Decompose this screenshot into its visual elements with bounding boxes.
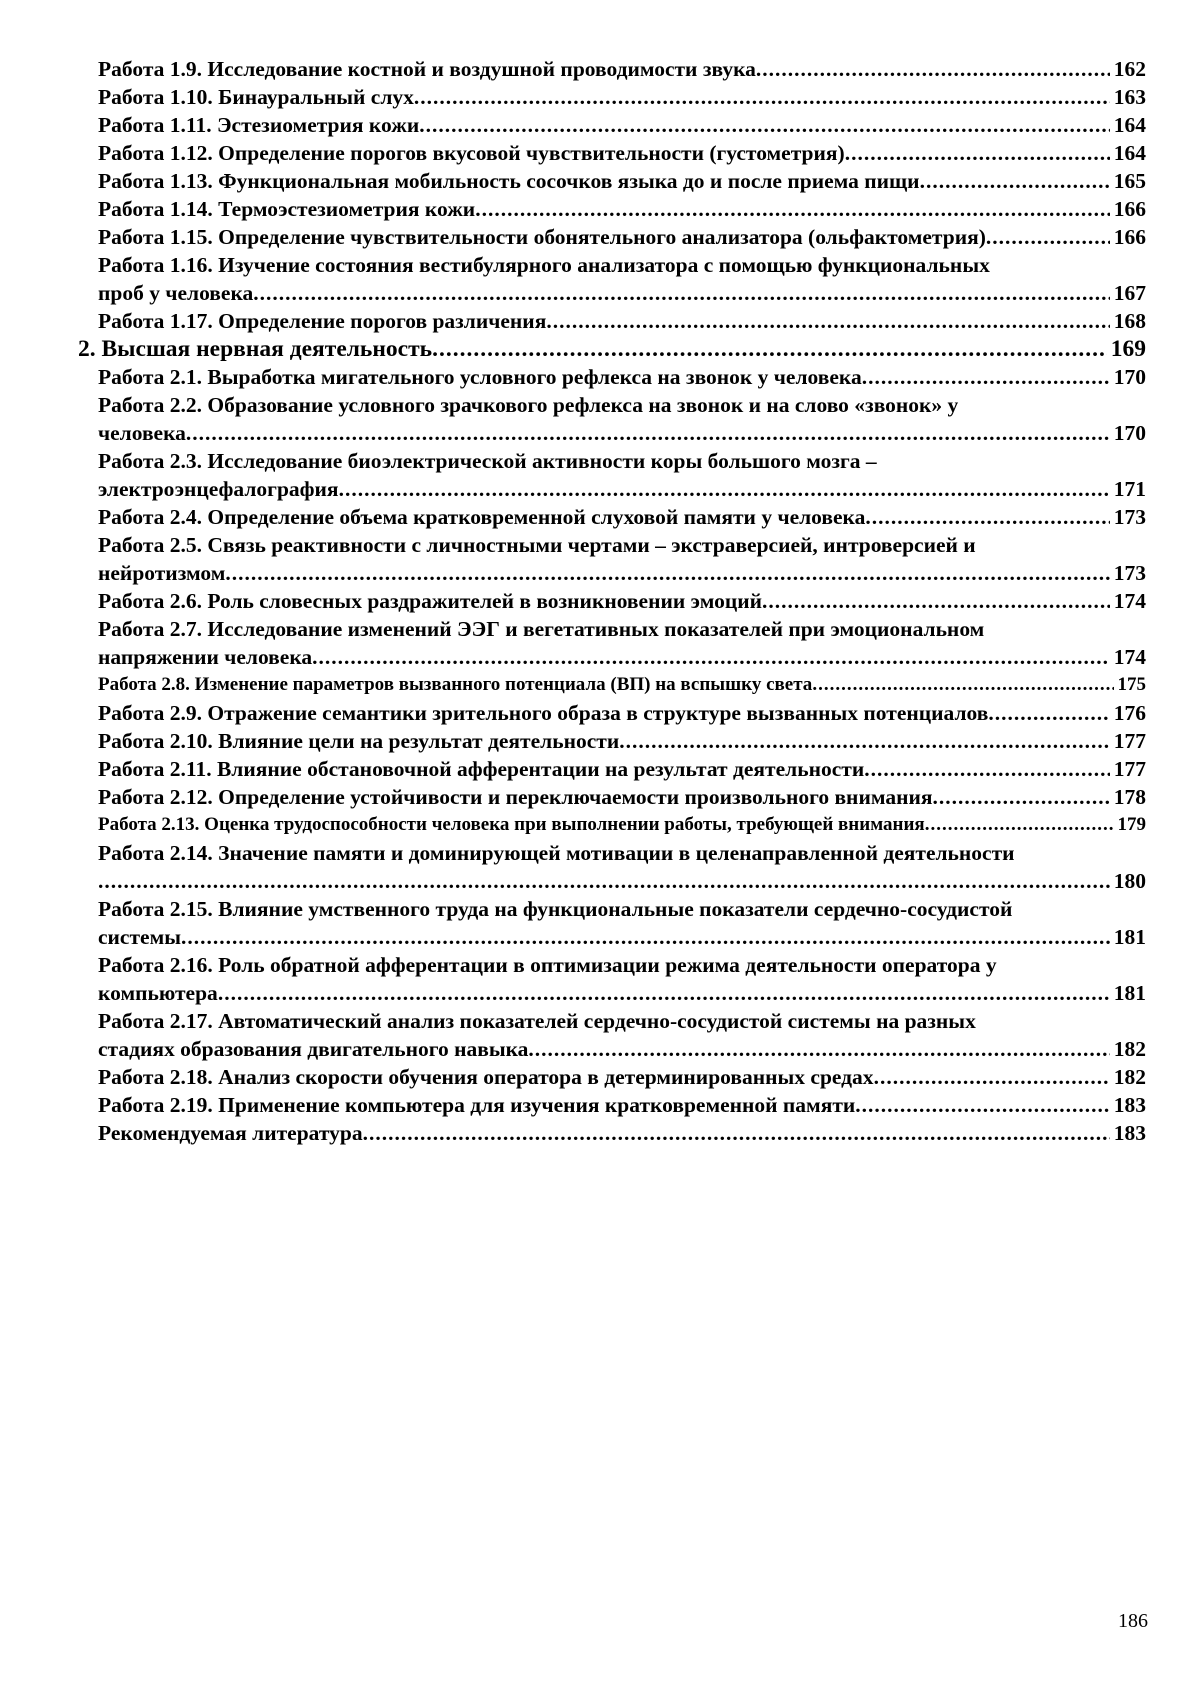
toc-entry-title: 2. Высшая нервная деятельность — [78, 336, 433, 362]
toc-entry-title: Работа 2.7. Исследование изменений ЭЭГ и вегетативных показателей при эмоциональном — [98, 617, 985, 641]
dot-leader — [225, 559, 1109, 587]
toc-entry[interactable] — [78, 1091, 1146, 1119]
toc-entry[interactable] — [78, 307, 1146, 335]
dot-leader — [986, 223, 1110, 251]
toc-entry-title: Работа 2.16. Роль обратной афферентации в оптимизации режима деятельности оператора у — [98, 953, 997, 977]
toc-entry[interactable] — [78, 223, 1146, 251]
toc-page-number: 162 — [1113, 57, 1146, 81]
dot-leader — [419, 111, 1110, 139]
toc-entry[interactable] — [78, 447, 1146, 503]
toc-page-number: 177 — [1113, 757, 1146, 781]
dot-leader — [218, 979, 1110, 1007]
dot-leader — [812, 671, 1113, 699]
toc-page-number: 171 — [1113, 477, 1146, 501]
toc-page-number: 174 — [1113, 589, 1146, 613]
toc-entry[interactable] — [78, 251, 1146, 307]
toc-entry-title: Работа 1.12. Определение порогов вкусовой чувствительности (густометрия) — [98, 141, 845, 165]
dot-leader — [756, 55, 1110, 83]
toc-entry[interactable] — [78, 363, 1146, 391]
toc-entry-title: Работа 1.17. Определение порогов различения — [98, 309, 547, 333]
toc-page-number: 174 — [1113, 645, 1146, 669]
toc-entry-title: Работа 2.15. Влияние умственного труда на функциональные показатели сердечно-сосудистой — [98, 897, 1013, 921]
toc-entry[interactable] — [78, 83, 1146, 111]
dot-leader — [855, 1091, 1109, 1119]
toc-entry-title: стадиях образования двигательного навыка — [98, 1037, 529, 1061]
toc-entry[interactable] — [78, 811, 1146, 839]
dot-leader — [181, 923, 1110, 951]
toc-entry-title: Работа 2.19. Применение компьютера для изучения кратковременной памяти — [98, 1093, 856, 1117]
toc-entry[interactable] — [78, 951, 1146, 1007]
toc-page-number: 182 — [1113, 1037, 1146, 1061]
toc-entry-title: Работа 2.12. Определение устойчивости и переключаемости произвольного внимания — [98, 785, 933, 809]
toc-page-number: 182 — [1113, 1065, 1146, 1089]
toc-entry-title: Работа 2.5. Связь реактивности с личностными чертами – экстраверсией, интроверсией и — [98, 533, 976, 557]
page-number: 186 — [1118, 1610, 1148, 1632]
toc-page-number: 164 — [1113, 141, 1146, 165]
toc-page-number: 168 — [1113, 309, 1146, 333]
dot-leader — [528, 1035, 1109, 1063]
dot-leader — [864, 755, 1110, 783]
toc-page-number: 170 — [1113, 421, 1146, 445]
toc-page-number: 176 — [1113, 701, 1146, 725]
toc-page-number: 181 — [1113, 925, 1146, 949]
toc-entry-title: Работа 2.9. Отражение семантики зрительного образа в структуре вызванных потенциалов — [98, 701, 989, 725]
dot-leader — [920, 167, 1110, 195]
dot-leader — [363, 1119, 1110, 1147]
toc-page-number: 177 — [1113, 729, 1146, 753]
dot-leader — [862, 363, 1110, 391]
toc-entry-title: Работа 2.13. Оценка трудоспособности человека при выполнении работы, требующей внимания — [98, 814, 925, 835]
toc-entry[interactable] — [78, 587, 1146, 615]
toc-entry[interactable] — [78, 671, 1146, 699]
toc-entry-title: Работа 2.8. Изменение параметров вызванного потенциала (ВП) на вспышку света — [98, 674, 813, 695]
toc-entry-title: Работа 1.9. Исследование костной и воздушной проводимости звука — [98, 57, 756, 81]
dot-leader — [762, 587, 1110, 615]
dot-leader — [845, 139, 1110, 167]
toc-entry-title: системы — [98, 925, 182, 949]
toc-entry[interactable] — [78, 615, 1146, 671]
dot-leader — [475, 195, 1110, 223]
toc-section-heading[interactable] — [78, 335, 1146, 363]
dot-leader — [98, 867, 1110, 895]
toc-page-number: 173 — [1113, 505, 1146, 529]
toc-entry-title: Работа 2.17. Автоматический анализ показателей сердечно-сосудистой системы на разных — [98, 1009, 976, 1033]
toc-page-number: 166 — [1113, 225, 1146, 249]
toc-entry-title: Работа 2.2. Образование условного зрачкового рефлекса на звонок и на слово «звонок» у — [98, 393, 959, 417]
toc-entry-title: Работа 2.3. Исследование биоэлектрической активности коры большого мозга – — [98, 449, 877, 473]
toc-entry-title: Работа 2.1. Выработка мигательного условного рефлекса на звонок у человека — [98, 365, 862, 389]
toc-entry-title: Работа 2.18. Анализ скорости обучения оператора в детерминированных средах — [98, 1065, 874, 1089]
toc-entry-title: нейротизмом — [98, 561, 226, 585]
dot-leader — [339, 475, 1110, 503]
toc-entry-title: проб у человека — [98, 281, 254, 305]
dot-leader — [933, 783, 1110, 811]
dot-leader — [253, 279, 1109, 307]
toc-entry[interactable] — [78, 1119, 1146, 1147]
toc-entry[interactable] — [78, 111, 1146, 139]
toc-page-number: 165 — [1113, 169, 1146, 193]
toc-entry-title: Работа 1.13. Функциональная мобильность сосочков языка до и после приема пищи — [98, 169, 920, 193]
toc-page-number: 175 — [1117, 674, 1146, 695]
dot-leader — [432, 335, 1107, 363]
dot-leader — [546, 307, 1109, 335]
toc-page-number: 167 — [1113, 281, 1146, 305]
table-of-contents — [78, 55, 1146, 1147]
toc-entry[interactable] — [78, 391, 1146, 447]
dot-leader — [186, 419, 1110, 447]
toc-entry[interactable] — [78, 755, 1146, 783]
toc-entry-title: человека — [98, 421, 186, 445]
toc-entry-title: компьютера — [98, 981, 218, 1005]
toc-entry[interactable] — [78, 839, 1146, 895]
toc-entry[interactable] — [78, 195, 1146, 223]
toc-entry[interactable] — [78, 783, 1146, 811]
toc-entry[interactable] — [78, 895, 1146, 951]
dot-leader — [865, 503, 1109, 531]
toc-entry-title: Работа 2.6. Роль словесных раздражителей в возникновении эмоций — [98, 589, 763, 613]
toc-page-number: 169 — [1110, 336, 1146, 362]
dot-leader — [925, 811, 1114, 839]
toc-entry[interactable] — [78, 699, 1146, 727]
toc-page-number: 180 — [1113, 869, 1146, 893]
toc-entry-title: Рекомендуемая литература — [98, 1121, 363, 1145]
toc-page-number: 178 — [1113, 785, 1146, 809]
toc-entry-title: Работа 2.4. Определение объема кратковременной слуховой памяти у человека — [98, 505, 866, 529]
dot-leader — [874, 1063, 1110, 1091]
toc-entry[interactable] — [78, 167, 1146, 195]
toc-page-number: 163 — [1113, 85, 1146, 109]
toc-entry-title: Работа 2.14. Значение памяти и доминирующей мотивации в целенаправленной деятельности — [98, 841, 1015, 865]
toc-page-number: 181 — [1113, 981, 1146, 1005]
toc-entry-title: Работа 1.16. Изучение состояния вестибулярного анализатора с помощью функциональных — [98, 253, 990, 277]
toc-entry[interactable] — [78, 55, 1146, 83]
toc-entry[interactable] — [78, 727, 1146, 755]
toc-page-number: 173 — [1113, 561, 1146, 585]
toc-entry-title: Работа 1.14. Термоэстезиометрия кожи — [98, 197, 476, 221]
toc-entry-title: напряжении человека — [98, 645, 313, 669]
dot-leader — [988, 699, 1109, 727]
toc-entry[interactable] — [78, 503, 1146, 531]
toc-entry-title: Работа 2.11. Влияние обстановочной афферентации на результат деятельности — [98, 757, 865, 781]
dot-leader — [414, 83, 1110, 111]
toc-entry-title: электроэнцефалография — [98, 477, 339, 501]
toc-entry-title: Работа 1.15. Определение чувствительности обонятельного анализатора (ольфактометрия) — [98, 225, 986, 249]
toc-entry-title: Работа 2.10. Влияние цели на результат деятельности — [98, 729, 620, 753]
toc-entry[interactable] — [78, 1063, 1146, 1091]
toc-entry[interactable] — [78, 531, 1146, 587]
dot-leader — [312, 643, 1110, 671]
toc-entry[interactable] — [78, 139, 1146, 167]
toc-entry[interactable] — [78, 1007, 1146, 1063]
toc-entry-title: Работа 1.10. Бинауральный слух — [98, 85, 414, 109]
toc-entry-title: Работа 1.11. Эстезиометрия кожи — [98, 113, 420, 137]
toc-page-number: 170 — [1113, 365, 1146, 389]
toc-page-number: 183 — [1113, 1121, 1146, 1145]
toc-page-number: 166 — [1113, 197, 1146, 221]
toc-page-number: 179 — [1117, 814, 1146, 835]
toc-page-number: 164 — [1113, 113, 1146, 137]
dot-leader — [619, 727, 1110, 755]
toc-page-number: 183 — [1113, 1093, 1146, 1117]
